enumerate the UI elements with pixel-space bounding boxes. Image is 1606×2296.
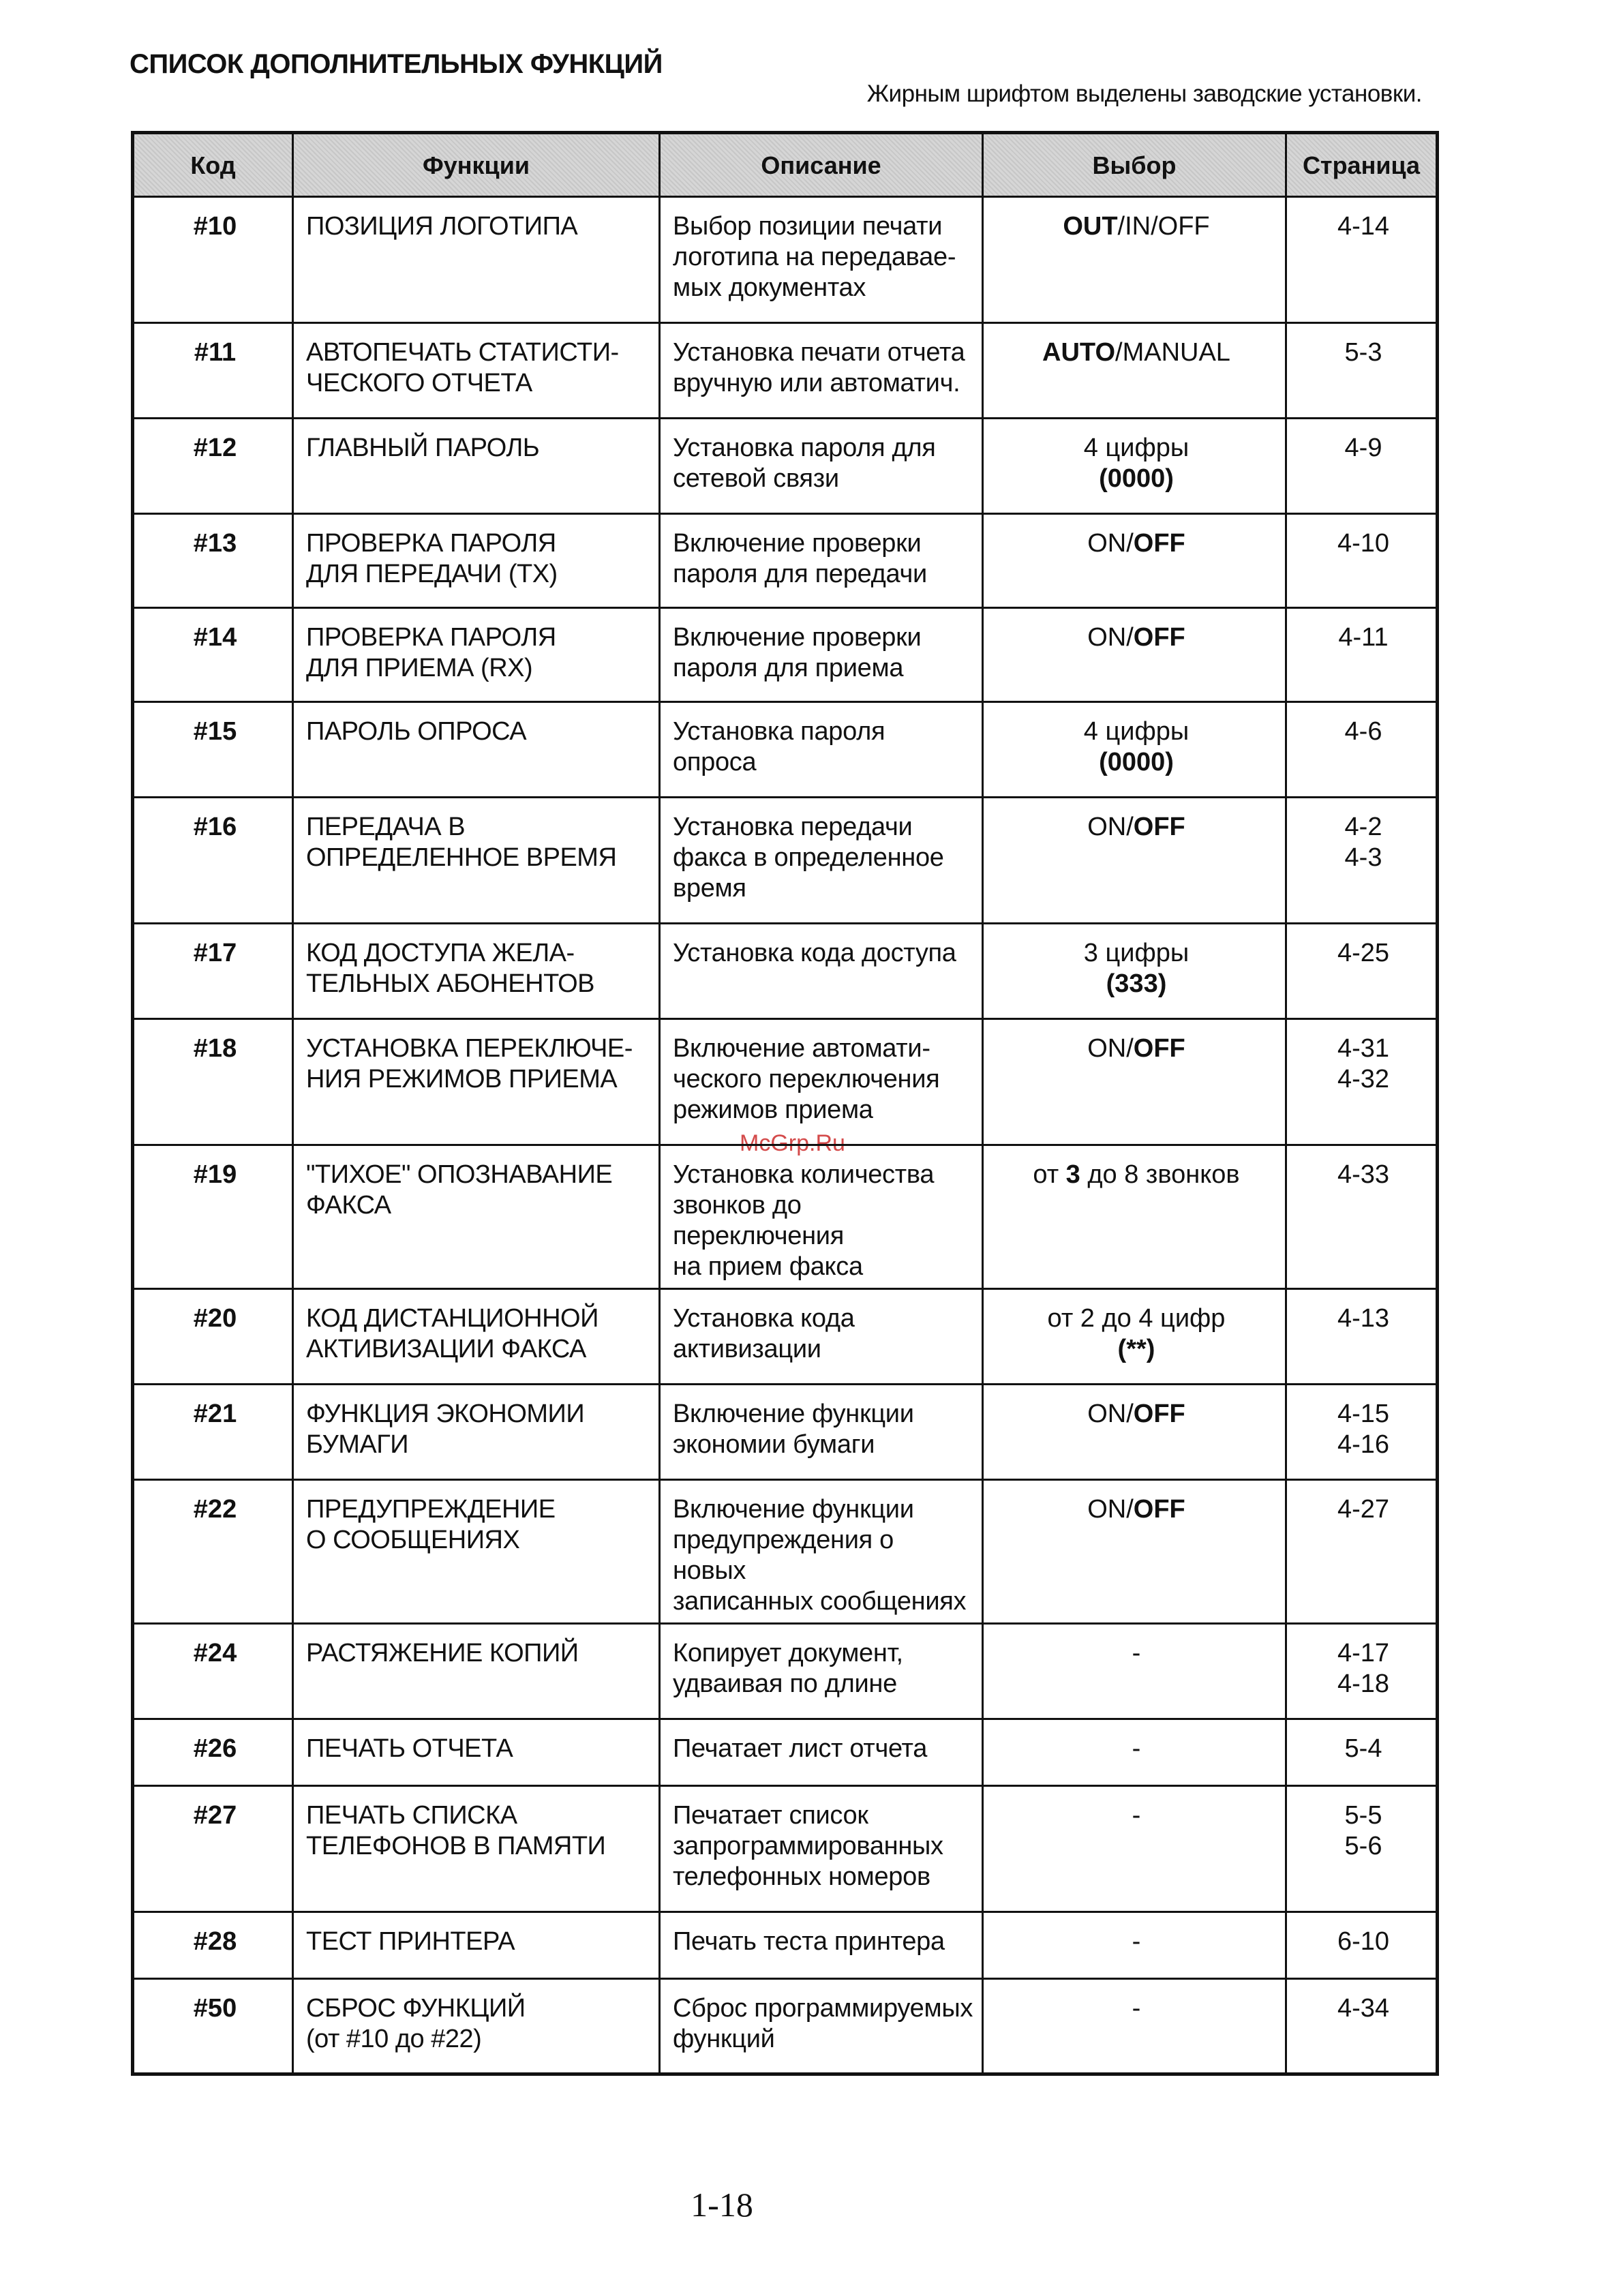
function-cell-line: ПЕРЕДАЧА В	[306, 813, 466, 841]
code-cell: #11	[133, 323, 293, 419]
description-cell-line: Включение автомати-	[673, 1034, 930, 1063]
table-row	[133, 608, 1438, 702]
choice-line	[996, 1399, 1277, 1430]
description-cell-line: Сброс программируемых	[673, 1994, 973, 2023]
function-cell-line: УСТАНОВКА ПЕРЕКЛЮЧЕ-	[306, 1034, 633, 1063]
description-cell	[660, 1385, 983, 1480]
page-cell-line: 4-32	[1337, 1065, 1390, 1093]
description-cell-line: Копирует документ,	[673, 1639, 903, 1667]
defaults-note: Жирным шрифтом выделены заводские установки.	[866, 80, 1422, 107]
table-row	[133, 1786, 1438, 1912]
watermark: McGrp.Ru	[740, 1130, 845, 1156]
code-cell: #22	[133, 1480, 293, 1624]
choice-text: ON/	[1087, 623, 1134, 652]
function-cell	[293, 1480, 660, 1624]
factory-default-value: (333)	[1106, 969, 1167, 998]
page-cell-line: 4-15	[1337, 1400, 1390, 1428]
choice-line	[996, 1638, 1277, 1669]
description-cell-line: записанных сообщениях	[673, 1587, 967, 1616]
choice-text: 4 цифры	[1083, 434, 1190, 462]
description-cell	[660, 798, 983, 924]
header-description: Описание	[660, 133, 983, 197]
description-cell	[660, 924, 983, 1019]
table-row	[133, 323, 1438, 419]
page-cell-line: 4-18	[1337, 1670, 1390, 1698]
function-cell	[293, 702, 660, 798]
function-cell-line: ЧЕСКОГО ОТЧЕТА	[306, 369, 532, 397]
description-cell-line: Установка количества	[673, 1160, 935, 1189]
page-cell-line: 4-27	[1337, 1495, 1390, 1524]
function-cell-line: ДЛЯ ПРИЕМА (RX)	[306, 654, 533, 682]
page-cell	[1286, 702, 1438, 798]
code-cell: #26	[133, 1719, 293, 1786]
description-cell-line: Печатает список	[673, 1801, 868, 1830]
function-cell-line: ОПРЕДЕЛЕННОЕ ВРЕМЯ	[306, 843, 617, 872]
code-cell: #15	[133, 702, 293, 798]
code-cell: #21	[133, 1385, 293, 1480]
choice-cell	[983, 514, 1286, 608]
factory-default-value: OFF	[1133, 1400, 1185, 1428]
function-cell-line: НИЯ РЕЖИМОВ ПРИЕМА	[306, 1065, 618, 1093]
page-cell	[1286, 1786, 1438, 1912]
choice-cell	[983, 608, 1286, 702]
choice-line	[996, 1993, 1277, 2024]
function-cell	[293, 608, 660, 702]
table-row	[133, 702, 1438, 798]
table-row	[133, 1719, 1438, 1786]
page-cell	[1286, 1624, 1438, 1719]
page-cell-line: 4-34	[1337, 1994, 1390, 2023]
table-row	[133, 1480, 1438, 1624]
choice-cell	[983, 1145, 1286, 1289]
page-cell	[1286, 1019, 1438, 1145]
function-cell-line: ПРОВЕРКА ПАРОЛЯ	[306, 529, 556, 558]
choice-cell	[983, 798, 1286, 924]
description-cell-line: вручную или автоматич.	[673, 369, 960, 397]
page-cell	[1286, 197, 1438, 323]
choice-text: -	[1132, 1801, 1141, 1830]
code-cell: #27	[133, 1786, 293, 1912]
function-cell-line: ТЕСТ ПРИНТЕРА	[306, 1927, 515, 1956]
page-cell	[1286, 1145, 1438, 1289]
choice-text: от	[1033, 1160, 1066, 1189]
description-cell-line: Включение проверки	[673, 623, 922, 652]
choice-line	[996, 812, 1277, 843]
choice-cell	[983, 1019, 1286, 1145]
choice-cell	[983, 1719, 1286, 1786]
description-cell-line: звонков до переключения	[673, 1191, 844, 1250]
page-cell-line: 5-5	[1344, 1801, 1382, 1830]
function-cell-line: АВТОПЕЧАТЬ СТАТИСТИ-	[306, 338, 619, 367]
code-cell: #28	[133, 1912, 293, 1979]
function-cell	[293, 1719, 660, 1786]
function-cell	[293, 419, 660, 514]
description-cell-line: Печать теста принтера	[673, 1927, 945, 1956]
description-cell	[660, 1912, 983, 1979]
choice-text: до 8 звонков	[1080, 1160, 1240, 1189]
description-cell	[660, 702, 983, 798]
function-cell-line: КОД ДОСТУПА ЖЕЛА-	[306, 939, 575, 967]
header-page: Страница	[1286, 133, 1438, 197]
factory-default-value: (0000)	[1099, 748, 1174, 776]
function-cell-line: ДЛЯ ПЕРЕДАЧИ (TX)	[306, 560, 558, 588]
page-cell-line: 4-3	[1344, 843, 1382, 872]
description-cell-line: Печатает лист отчета	[673, 1734, 928, 1763]
function-cell	[293, 1786, 660, 1912]
page-cell-line: 4-11	[1338, 623, 1389, 652]
choice-cell	[983, 1289, 1286, 1385]
page-cell-line: 4-25	[1337, 939, 1390, 967]
header-function: Функции	[293, 133, 660, 197]
description-cell-line: Установка пароля опроса	[673, 717, 885, 776]
code-cell: #14	[133, 608, 293, 702]
page-cell	[1286, 1979, 1438, 2074]
functions-table	[131, 131, 1439, 2076]
code-cell: #17	[133, 924, 293, 1019]
choice-cell	[983, 1912, 1286, 1979]
description-cell-line: Установка пароля для	[673, 434, 936, 462]
table-row	[133, 1385, 1438, 1480]
description-cell	[660, 1979, 983, 2074]
description-cell-line: время	[673, 874, 746, 903]
choice-text: ON/	[1087, 1400, 1134, 1428]
description-cell-line: Установка кода доступа	[673, 939, 956, 967]
choice-cell	[983, 924, 1286, 1019]
description-cell-line: мых документах	[673, 273, 866, 302]
description-cell-line: Включение функции	[673, 1495, 914, 1524]
function-cell	[293, 514, 660, 608]
table-row	[133, 1912, 1438, 1979]
code-cell: #18	[133, 1019, 293, 1145]
page-cell	[1286, 798, 1438, 924]
choice-line	[996, 211, 1277, 242]
factory-default-value: OFF	[1133, 623, 1185, 652]
page-cell-line: 4-16	[1337, 1430, 1390, 1459]
factory-default-value: OFF	[1133, 529, 1185, 558]
function-cell-line: ПЕЧАТЬ СПИСКА	[306, 1801, 517, 1830]
factory-default-value: OFF	[1133, 1034, 1185, 1063]
page-cell-line: 4-14	[1337, 212, 1390, 241]
page-cell-line: 6-10	[1337, 1927, 1390, 1956]
description-cell-line: факса в определенное	[673, 843, 944, 872]
description-cell-line: логотипа на передавае-	[673, 243, 956, 271]
choice-text: -	[1132, 1639, 1141, 1667]
choice-line	[996, 1927, 1277, 1957]
code-cell: #19	[133, 1145, 293, 1289]
choice-cell	[983, 197, 1286, 323]
choice-line	[996, 528, 1277, 559]
header-choice: Выбор	[983, 133, 1286, 197]
choice-line	[996, 1334, 1277, 1365]
choice-line	[996, 1160, 1277, 1190]
choice-cell	[983, 1480, 1286, 1624]
description-cell	[660, 197, 983, 323]
description-cell-line: пароля для передачи	[673, 560, 927, 588]
page-cell	[1286, 1912, 1438, 1979]
description-cell-line: Выбор позиции печати	[673, 212, 943, 241]
function-cell	[293, 1289, 660, 1385]
choice-line	[996, 1033, 1277, 1064]
choice-cell	[983, 323, 1286, 419]
description-cell	[660, 419, 983, 514]
table-row	[133, 419, 1438, 514]
page-cell-line: 4-17	[1337, 1639, 1390, 1667]
choice-line	[996, 1734, 1277, 1764]
function-cell-line: ТЕЛЕФОНОВ В ПАМЯТИ	[306, 1832, 606, 1860]
page-cell-line: 5-4	[1344, 1734, 1382, 1763]
choice-line	[996, 716, 1277, 747]
code-cell: #10	[133, 197, 293, 323]
description-cell-line: ческого переключения	[673, 1065, 940, 1093]
choice-line	[996, 938, 1277, 969]
function-cell-line: ГЛАВНЫЙ ПАРОЛЬ	[306, 434, 540, 462]
function-cell	[293, 1979, 660, 2074]
function-cell-line: (от #10 до #22)	[306, 2025, 482, 2053]
function-cell-line: КОД ДИСТАНЦИОННОЙ	[306, 1304, 599, 1333]
choice-line	[996, 433, 1277, 464]
choice-text: ON/	[1087, 813, 1134, 841]
factory-default-value: 3	[1065, 1160, 1080, 1189]
page-cell	[1286, 924, 1438, 1019]
page-cell-line: 4-10	[1337, 529, 1390, 558]
description-cell	[660, 1719, 983, 1786]
function-cell-line: АКТИВИЗАЦИИ ФАКСА	[306, 1335, 586, 1363]
choice-line	[996, 1494, 1277, 1525]
page-cell	[1286, 419, 1438, 514]
page-cell-line: 4-31	[1337, 1034, 1390, 1063]
function-cell-line: "ТИХОЕ" ОПОЗНАВАНИЕ	[306, 1160, 613, 1189]
table-row	[133, 1979, 1438, 2074]
page-cell-line: 5-6	[1344, 1832, 1382, 1860]
function-cell-line: СБРОС ФУНКЦИЙ	[306, 1994, 526, 2023]
choice-cell	[983, 419, 1286, 514]
page-cell-line: 4-9	[1344, 434, 1382, 462]
description-cell-line: режимов приема	[673, 1096, 873, 1124]
description-cell	[660, 1289, 983, 1385]
factory-default-value: OUT	[1063, 212, 1118, 241]
table-header-row	[133, 133, 1438, 197]
page-cell-line: 4-2	[1344, 813, 1382, 841]
description-cell	[660, 514, 983, 608]
description-cell-line: запрограммированных	[673, 1832, 943, 1860]
choice-line	[996, 747, 1277, 778]
function-cell	[293, 1385, 660, 1480]
choice-text: -	[1132, 1927, 1141, 1956]
choice-line	[996, 622, 1277, 653]
description-cell-line: пароля для приема	[673, 654, 904, 682]
description-cell-line: сетевой связи	[673, 464, 839, 493]
header-code: Код	[133, 133, 293, 197]
choice-line	[996, 464, 1277, 494]
description-cell	[660, 1145, 983, 1289]
table-row	[133, 197, 1438, 323]
function-cell-line: ТЕЛЬНЫХ АБОНЕНТОВ	[306, 969, 594, 998]
table-row	[133, 798, 1438, 924]
choice-text: /MANUAL	[1115, 338, 1230, 367]
function-cell	[293, 798, 660, 924]
factory-default-value: AUTO	[1042, 338, 1116, 367]
choice-cell	[983, 1979, 1286, 2074]
page-number: 1-18	[691, 2186, 753, 2224]
table-row	[133, 1145, 1438, 1289]
function-cell-line: ПРЕДУПРЕЖДЕНИЕ	[306, 1495, 556, 1524]
function-cell	[293, 924, 660, 1019]
code-cell: #13	[133, 514, 293, 608]
page-cell-line: 4-13	[1337, 1304, 1390, 1333]
function-cell	[293, 1145, 660, 1289]
function-cell	[293, 1912, 660, 1979]
table-row	[133, 1289, 1438, 1385]
choice-text: ON/	[1087, 529, 1134, 558]
function-cell	[293, 197, 660, 323]
code-cell: #24	[133, 1624, 293, 1719]
function-cell	[293, 1019, 660, 1145]
description-cell-line: на прием факса	[673, 1252, 863, 1281]
page-cell	[1286, 1719, 1438, 1786]
choice-line	[996, 969, 1277, 999]
choice-cell	[983, 702, 1286, 798]
table-row	[133, 1624, 1438, 1719]
choice-text: 3 цифры	[1083, 939, 1190, 967]
page-cell	[1286, 608, 1438, 702]
function-cell-line: РАСТЯЖЕНИЕ КОПИЙ	[306, 1639, 579, 1667]
choice-cell	[983, 1624, 1286, 1719]
choice-text: ON/	[1087, 1495, 1134, 1524]
description-cell-line: экономии бумаги	[673, 1430, 875, 1459]
factory-default-value: OFF	[1133, 813, 1185, 841]
function-cell-line: ПЕЧАТЬ ОТЧЕТА	[306, 1734, 513, 1763]
function-cell	[293, 1624, 660, 1719]
choice-line	[996, 337, 1277, 368]
table-row	[133, 514, 1438, 608]
description-cell-line: удваивая по длине	[673, 1670, 897, 1698]
factory-default-value: (0000)	[1099, 464, 1174, 493]
description-cell-line: Включение функции	[673, 1400, 914, 1428]
page-cell	[1286, 514, 1438, 608]
choice-cell	[983, 1385, 1286, 1480]
code-cell: #20	[133, 1289, 293, 1385]
page-cell-line: 4-33	[1337, 1160, 1390, 1189]
choice-text: 4 цифры	[1083, 717, 1190, 746]
function-cell-line: ПРОВЕРКА ПАРОЛЯ	[306, 623, 556, 652]
page-cell	[1286, 323, 1438, 419]
description-cell	[660, 1480, 983, 1624]
page-title: СПИСОК ДОПОЛНИТЕЛЬНЫХ ФУНКЦИЙ	[130, 49, 663, 79]
page-cell-line: 4-6	[1344, 717, 1382, 746]
description-cell-line: телефонных номеров	[673, 1862, 930, 1891]
code-cell: #16	[133, 798, 293, 924]
page-cell	[1286, 1480, 1438, 1624]
function-cell-line: ПОЗИЦИЯ ЛОГОТИПА	[306, 212, 578, 241]
code-cell: #12	[133, 419, 293, 514]
description-cell-line: Установка кода	[673, 1304, 855, 1333]
factory-default-value: (**)	[1117, 1335, 1155, 1363]
page-cell-line: 5-3	[1344, 338, 1382, 367]
function-cell-line: ФУНКЦИЯ ЭКОНОМИИ	[306, 1400, 585, 1428]
description-cell	[660, 1019, 983, 1145]
description-cell	[660, 1786, 983, 1912]
page-cell	[1286, 1289, 1438, 1385]
choice-text: ON/	[1087, 1034, 1134, 1063]
description-cell-line: Установка передачи	[673, 813, 913, 841]
page-cell	[1286, 1385, 1438, 1480]
choice-text: -	[1132, 1734, 1141, 1763]
factory-default-value: OFF	[1133, 1495, 1185, 1524]
description-cell-line: Установка печати отчета	[673, 338, 965, 367]
description-cell-line: Включение проверки	[673, 529, 922, 558]
function-cell	[293, 323, 660, 419]
description-cell	[660, 323, 983, 419]
description-cell	[660, 1624, 983, 1719]
description-cell-line: функций	[673, 2025, 775, 2053]
table-body	[133, 197, 1438, 2074]
function-cell-line: БУМАГИ	[306, 1430, 409, 1459]
description-cell	[660, 608, 983, 702]
choice-line	[996, 1303, 1277, 1334]
choice-text: /IN/OFF	[1117, 212, 1210, 241]
description-cell-line: активизации	[673, 1335, 821, 1363]
choice-text: -	[1132, 1994, 1141, 2023]
choice-cell	[983, 1786, 1286, 1912]
function-cell-line: ПАРОЛЬ ОПРОСА	[306, 717, 527, 746]
table-row	[133, 1019, 1438, 1145]
table-row	[133, 924, 1438, 1019]
function-cell-line: О СООБЩЕНИЯХ	[306, 1526, 520, 1554]
function-cell-line: ФАКСА	[306, 1191, 391, 1220]
code-cell: #50	[133, 1979, 293, 2074]
choice-text: от 2 до 4 цифр	[1047, 1304, 1226, 1333]
choice-line	[996, 1800, 1277, 1831]
description-cell-line: предупреждения о новых	[673, 1526, 894, 1585]
